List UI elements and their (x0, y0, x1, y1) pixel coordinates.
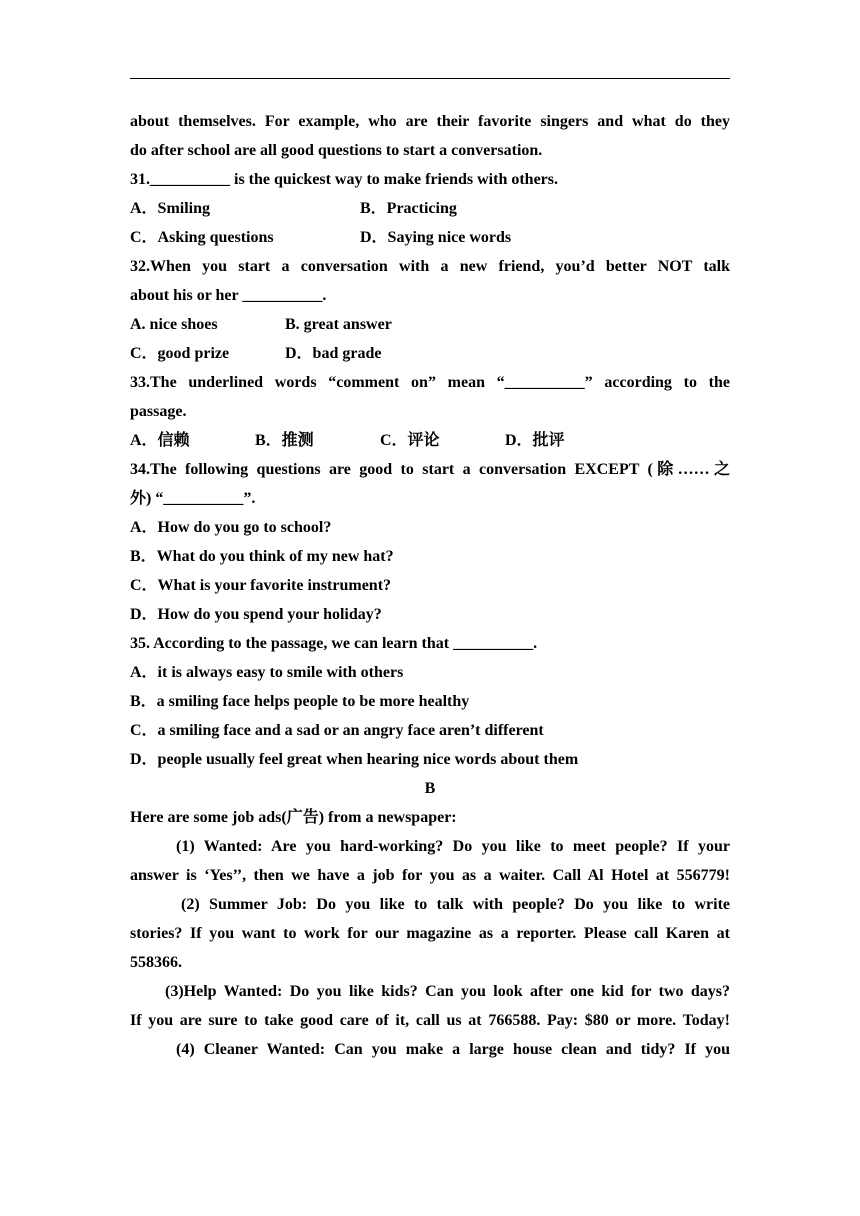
passage-line: about themselves. For example, who are their favorite singers and what do they (130, 113, 730, 130)
header-rule (130, 78, 730, 79)
option-a: A. nice shoes (130, 316, 218, 333)
option-b: B．Practicing (360, 200, 457, 217)
option-d: D．How do you spend your holiday? (130, 606, 382, 623)
question-31 (130, 165, 730, 252)
question-stem: about his or her __________. (130, 287, 327, 304)
question-stem: 外) “__________”. (130, 490, 256, 507)
passage-end (130, 107, 730, 165)
option-a: A．it is always easy to smile with others (130, 664, 404, 681)
option-c: C．a smiling face and a sad or an angry face aren’t different (130, 722, 544, 739)
option-row (130, 339, 730, 368)
job-ad-4-line: (4) Cleaner Wanted: Can you make a large house clean and tidy? If you (176, 1041, 730, 1058)
option-c: C．Asking questions (130, 229, 274, 246)
section-intro: Here are some job ads(广告) from a newspaper: (130, 809, 457, 826)
option-row (130, 194, 730, 223)
question-stem: 35. According to the passage, we can learn that __________. (130, 635, 538, 652)
option-c: C．good prize (130, 345, 230, 362)
option-a: A．Smiling (130, 200, 211, 217)
section-b (130, 774, 730, 1064)
option-d: D．Saying nice words (360, 229, 512, 246)
question-33 (130, 368, 730, 455)
option-row (130, 223, 730, 252)
question-34 (130, 455, 730, 629)
option-c: C．What is your favorite instrument? (130, 577, 392, 594)
option-c: C．评论 (380, 432, 440, 449)
job-ad-3-line: (3)Help Wanted: Do you like kids? Can you look after one kid for two days? (165, 983, 730, 1000)
option-a: A．How do you go to school? (130, 519, 332, 536)
question-35 (130, 629, 730, 774)
section-heading: B (424, 780, 436, 797)
question-32 (130, 252, 730, 368)
passage-line: do after school are all good questions to start a conversation. (130, 142, 543, 159)
job-ad-2-line: 558366. (130, 954, 182, 971)
question-stem: 32.When you start a conversation with a new friend, you’d better NOT talk (130, 258, 730, 275)
option-row (130, 426, 730, 455)
option-b: B．a smiling face helps people to be more healthy (130, 693, 470, 710)
job-ad-1-line: answer is ‘Yes’’, then we have a job for you as a waiter. Call Al Hotel at 556779! (130, 867, 730, 884)
option-d: D．bad grade (285, 345, 382, 362)
option-a: A．信赖 (130, 432, 190, 449)
option-b: B．What do you think of my new hat? (130, 548, 394, 565)
option-b: B. great answer (285, 316, 392, 333)
question-stem: 31.__________ is the quickest way to make friends with others. (130, 171, 558, 188)
document-body (130, 107, 730, 1064)
question-stem: passage. (130, 403, 187, 420)
option-d: D．批评 (505, 432, 565, 449)
option-row (130, 310, 730, 339)
job-ad-3-line: If you are sure to take good care of it, call us at 766588. Pay: $80 or more. Today! (130, 1012, 730, 1029)
job-ad-2-line: stories? If you want to work for our magazine as a reporter. Please call Karen at (130, 925, 730, 942)
question-stem: 34.The following questions are good to start a conversation EXCEPT (除……之 (130, 461, 730, 478)
question-stem: 33.The underlined words “comment on” mean “__________” according to the (130, 374, 730, 391)
option-b: B．推测 (255, 432, 314, 449)
option-d: D．people usually feel great when hearing nice words about them (130, 751, 579, 768)
job-ad-1-line: (1) Wanted: Are you hard-working? Do you like to meet people? If your (176, 838, 730, 855)
job-ad-2-line: (2) Summer Job: Do you like to talk with people? Do you like to write (181, 896, 730, 913)
